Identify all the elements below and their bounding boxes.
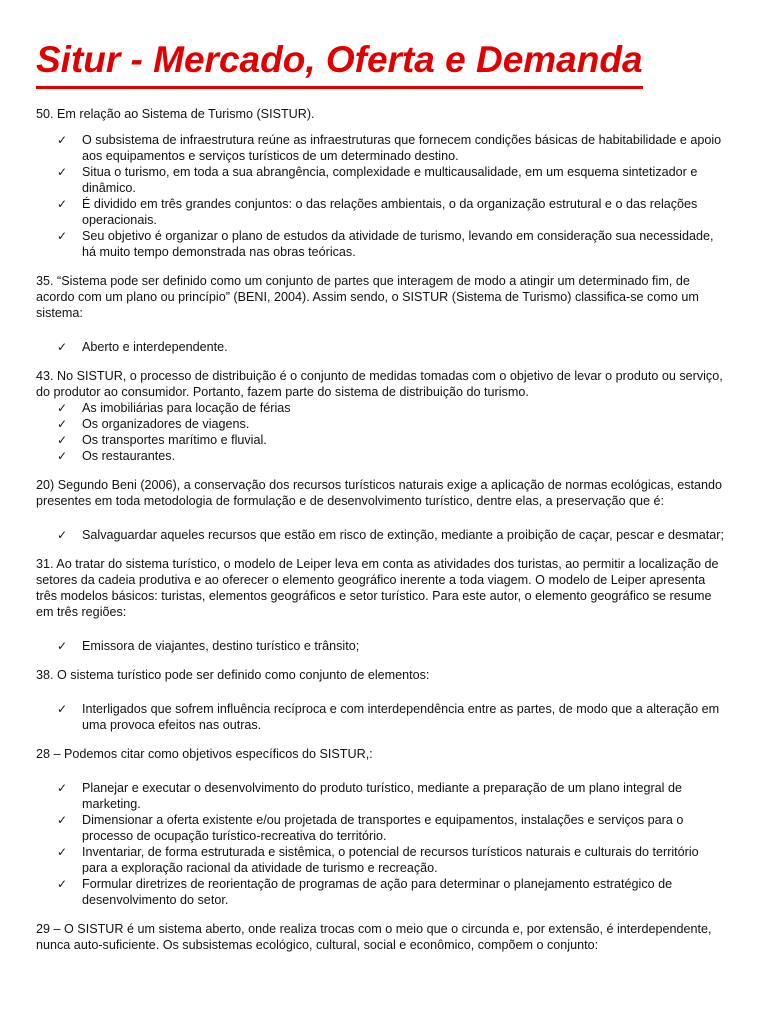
question-text: 43. No SISTUR, o processo de distribuição é o conjunto de medidas tomadas com o objetivo de levar o produto ou serviço, do produtor ao consumidor. Portanto, fazem parte do sistema de distribuição do turismo.: [36, 369, 723, 399]
answer-text: O subsistema de infraestrutura reúne as infraestruturas que fornecem condições básicas de habitabilidade e apoio aos equipamentos e serviços turísticos de um determinado destino.: [82, 133, 722, 163]
answer-text: Seu objetivo é organizar o plano de estudos da atividade de turismo, levando em consideração sua necessidade, há muito tempo demonstrada nas obras teóricas.: [82, 229, 714, 259]
answer-item: [36, 400, 726, 416]
answer-item: [36, 228, 726, 260]
question-text: 20) Segundo Beni (2006), a conservação dos recursos turísticos naturais exige a aplicação de normas ecológicas, estando presentes em toda metodologia de formulação e de desenvolvimento turístico, dentre elas, a preservação que é:: [36, 478, 723, 508]
answer-list: [36, 339, 726, 355]
spacer: [36, 630, 726, 638]
question-block: [36, 667, 726, 733]
check-mark-icon: ✓: [57, 433, 68, 447]
question-block: [36, 368, 726, 464]
question-block: [36, 746, 726, 908]
question-text: 31. Ao tratar do sistema turístico, o modelo de Leiper leva em conta as atividades dos turistas, ao permitir a localização de setores da cadeia produtiva e ao oferecer o elemento geográfico inerente a toda viagem. O modelo de Leiper apresenta três modelos básicos: turistas, elementos geográficos e setor turístico. Para este autor, o elemento geográfico se resume em três regiões:: [36, 557, 719, 619]
question-block: [36, 921, 726, 953]
answer-text: É dividido em três grandes conjuntos: o das relações ambientais, o da organização estrutural e o das relações operacionais.: [82, 197, 698, 227]
answer-item: [36, 844, 726, 876]
answer-text: Dimensionar a oferta existente e/ou projetada de transportes e equipamentos, instalações e serviços para o processo de ocupação turístico-recreativa do território.: [82, 813, 684, 843]
check-mark-icon: ✓: [57, 845, 68, 859]
answer-list: [36, 400, 726, 464]
answer-text: Salvaguardar aqueles recursos que estão em risco de extinção, mediante a proibição de caçar, pescar e desmatar;: [82, 528, 724, 542]
question-text: 35. “Sistema pode ser definido como um conjunto de partes que interagem de modo a atingir um determinado fim, de acordo com um plano ou princípio” (BENI, 2004). Assim sendo, o SISTUR (Sistema de Turismo) classifica-se como um sistema:: [36, 274, 699, 320]
question-text: 29 – O SISTUR é um sistema aberto, onde realiza trocas com o meio que o circunda e, por extensão, é interdependente, nunca auto-suficiente. Os subsistemas ecológico, cultural, social e econômico, compõem o conjunto:: [36, 922, 712, 952]
check-mark-icon: ✓: [57, 528, 68, 542]
question-block: [36, 556, 726, 654]
answer-text: Planejar e executar o desenvolvimento do produto turístico, mediante a preparação de um plano integral de marketing.: [82, 781, 682, 811]
answer-list: [36, 638, 726, 654]
document-body: [36, 106, 726, 966]
answer-text: As imobiliárias para locação de férias: [82, 401, 291, 415]
check-mark-icon: ✓: [57, 449, 68, 463]
answer-text: Os restaurantes.: [82, 449, 176, 463]
answer-item: [36, 339, 726, 355]
check-mark-icon: ✓: [57, 197, 68, 211]
answer-list: [36, 132, 726, 260]
question-block: [36, 477, 726, 543]
answer-text: Os organizadores de viagens.: [82, 417, 250, 431]
answer-text: Interligados que sofrem influência recíproca e com interdependência entre as partes, de modo que a alteração em uma provoca efeitos nas outras.: [82, 702, 720, 732]
check-mark-icon: ✓: [57, 417, 68, 431]
check-mark-icon: ✓: [57, 229, 68, 243]
answer-item: [36, 638, 726, 654]
spacer: [36, 331, 726, 339]
answer-item: [36, 812, 726, 844]
question-block: [36, 273, 726, 355]
answer-item: [36, 780, 726, 812]
answer-text: Inventariar, de forma estruturada e sistêmica, o potencial de recursos turísticos naturais e culturais do território para a exploração racional da atividade de turismo e recreação.: [82, 845, 699, 875]
answer-item: [36, 196, 726, 228]
check-mark-icon: ✓: [57, 813, 68, 827]
question-block: [36, 106, 726, 260]
answer-item: [36, 164, 726, 196]
answer-item: [36, 432, 726, 448]
spacer: [36, 519, 726, 527]
spacer: [36, 693, 726, 701]
question-text: 50. Em relação ao Sistema de Turismo (SISTUR).: [36, 107, 315, 121]
answer-list: [36, 780, 726, 908]
answer-text: Situa o turismo, em toda a sua abrangência, complexidade e multicausalidade, em um esquema sintetizador e dinâmico.: [82, 165, 698, 195]
check-mark-icon: ✓: [57, 702, 68, 716]
check-mark-icon: ✓: [57, 133, 68, 147]
answer-list: [36, 527, 726, 543]
answer-text: Formular diretrizes de reorientação de programas de ação para determinar o planejamento estratégico de desenvolvimento do setor.: [82, 877, 673, 907]
check-mark-icon: ✓: [57, 165, 68, 179]
page-title: Situr - Mercado, Oferta e Demanda: [36, 34, 643, 89]
check-mark-icon: ✓: [57, 340, 68, 354]
answer-text: Os transportes marítimo e fluvial.: [82, 433, 267, 447]
answer-item: [36, 132, 726, 164]
check-mark-icon: ✓: [57, 639, 68, 653]
answer-item: [36, 527, 726, 543]
answer-item: [36, 701, 726, 733]
question-text: 28 – Podemos citar como objetivos específicos do SISTUR,:: [36, 747, 373, 761]
spacer: [36, 772, 726, 780]
answer-item: [36, 448, 726, 464]
check-mark-icon: ✓: [57, 781, 68, 795]
answer-item: [36, 416, 726, 432]
answer-text: Aberto e interdependente.: [82, 340, 228, 354]
answer-item: [36, 876, 726, 908]
question-text: 38. O sistema turístico pode ser definido como conjunto de elementos:: [36, 668, 430, 682]
answer-list: [36, 701, 726, 733]
check-mark-icon: ✓: [57, 877, 68, 891]
answer-text: Emissora de viajantes, destino turístico e trânsito;: [82, 639, 360, 653]
check-mark-icon: ✓: [57, 401, 68, 415]
